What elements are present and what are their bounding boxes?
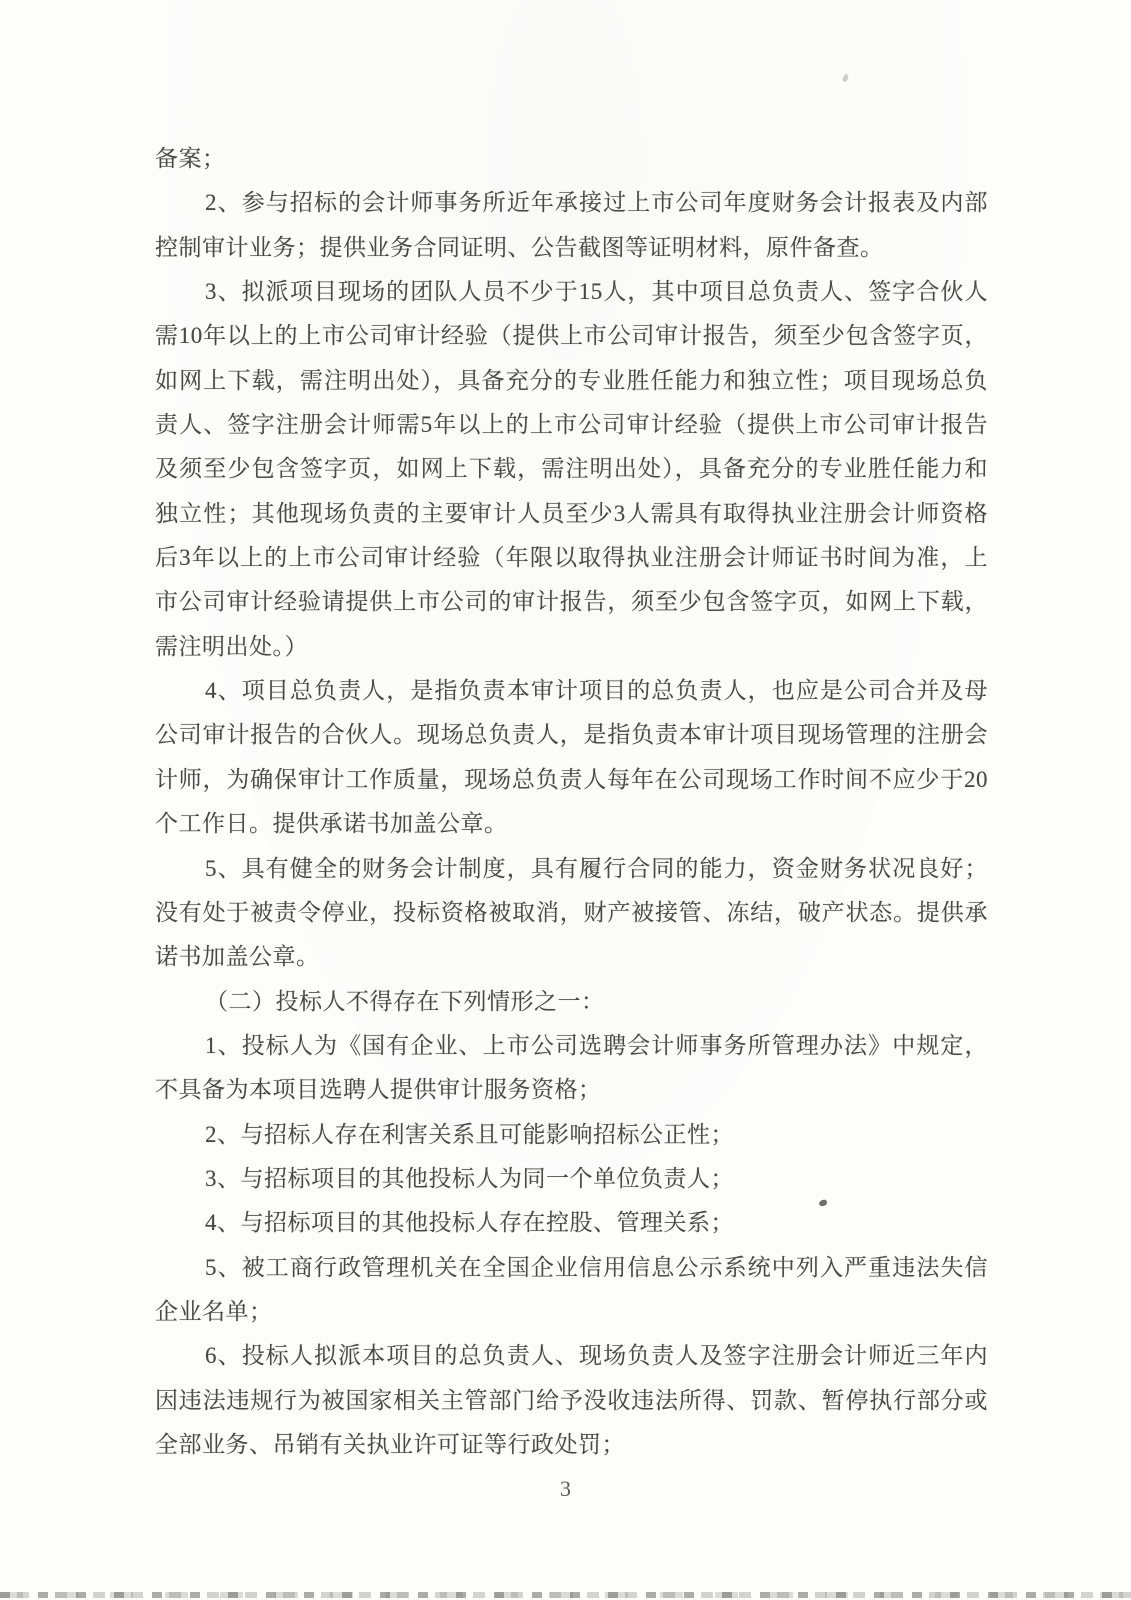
text-line: （二）投标人不得存在下列情形之一：	[205, 988, 605, 1014]
text-line: 诺书加盖公章。	[155, 944, 320, 970]
text-line: 如网上下载，需注明出处），具备充分的专业胜任能力和独立性；项目现场总负	[155, 367, 988, 393]
text-line: 及须至少包含签字页，如网上下载，需注明出处），具备充分的专业胜任能力和	[155, 456, 988, 482]
text-line: 5、具有健全的财务会计制度，具有履行合同的能力，资金财务状况良好；	[205, 855, 988, 881]
text-line: 责人、签字注册会计师需5年以上的上市公司审计经验（提供上市公司审计报告	[155, 412, 988, 438]
text-line: 独立性；其他现场负责的主要审计人员至少3人需具有取得执业注册会计师资格	[155, 500, 988, 526]
scan-speck-artifact	[842, 73, 849, 82]
text-line: 3、拟派项目现场的团队人员不少于15人，其中项目总负责人、签字合伙人	[205, 279, 988, 305]
text-line: 1、投标人为《国有企业、上市公司选聘会计师事务所管理办法》中规定，	[205, 1032, 988, 1058]
text-line: 5、被工商行政管理机关在全国企业信用信息公示系统中列入严重违法失信	[205, 1254, 988, 1280]
text-line: 没有处于被责令停业，投标资格被取消，财产被接管、冻结，破产状态。提供承	[155, 899, 988, 925]
text-line: 需10年以上的上市公司审计经验（提供上市公司审计报告，须至少包含签字页，	[155, 323, 988, 349]
text-line: 4、项目总负责人，是指负责本审计项目的总负责人，也应是公司合并及母	[205, 678, 988, 704]
text-line: 后3年以上的上市公司审计经验（年限以取得执业注册会计师证书时间为准，上	[155, 545, 988, 571]
text-line: 3、与招标项目的其他投标人为同一个单位负责人；	[205, 1165, 734, 1191]
page-number: 3	[560, 1476, 571, 1501]
text-line: 2、参与招标的会计师事务所近年承接过上市公司年度财务会计报表及内部	[205, 190, 988, 216]
text-line: 个工作日。提供承诺书加盖公章。	[155, 811, 508, 837]
scan-edge-bleed-artifact	[0, 1592, 1131, 1598]
text-line: 控制审计业务；提供业务合同证明、公告截图等证明材料，原件备查。	[155, 234, 884, 260]
text-line: 不具备为本项目选聘人提供审计服务资格；	[155, 1077, 602, 1103]
text-line: 6、投标人拟派本项目的总负责人、现场负责人及签字注册会计师近三年内	[205, 1343, 988, 1369]
text-line: 2、与招标人存在利害关系且可能影响招标公正性；	[205, 1121, 734, 1147]
text-line: 计师，为确保审计工作质量，现场总负责人每年在公司现场工作时间不应少于20	[155, 766, 988, 792]
text-line: 因违法违规行为被国家相关主管部门给予没收违法所得、罚款、暂停执行部分或	[155, 1387, 988, 1413]
text-line: 全部业务、吊销有关执业许可证等行政处罚；	[155, 1431, 625, 1457]
text-line: 4、与招标项目的其他投标人存在控股、管理关系；	[205, 1210, 734, 1236]
text-line: 公司审计报告的合伙人。现场总负责人，是指负责本审计项目现场管理的注册会	[155, 722, 988, 748]
text-line: 企业名单；	[155, 1298, 273, 1324]
text-line: 市公司审计经验请提供上市公司的审计报告，须至少包含签字页，如网上下载，	[155, 589, 988, 615]
text-line: 需注明出处。）	[155, 633, 308, 659]
text-line: 备案；	[155, 146, 226, 171]
document-body-text	[155, 137, 988, 1467]
